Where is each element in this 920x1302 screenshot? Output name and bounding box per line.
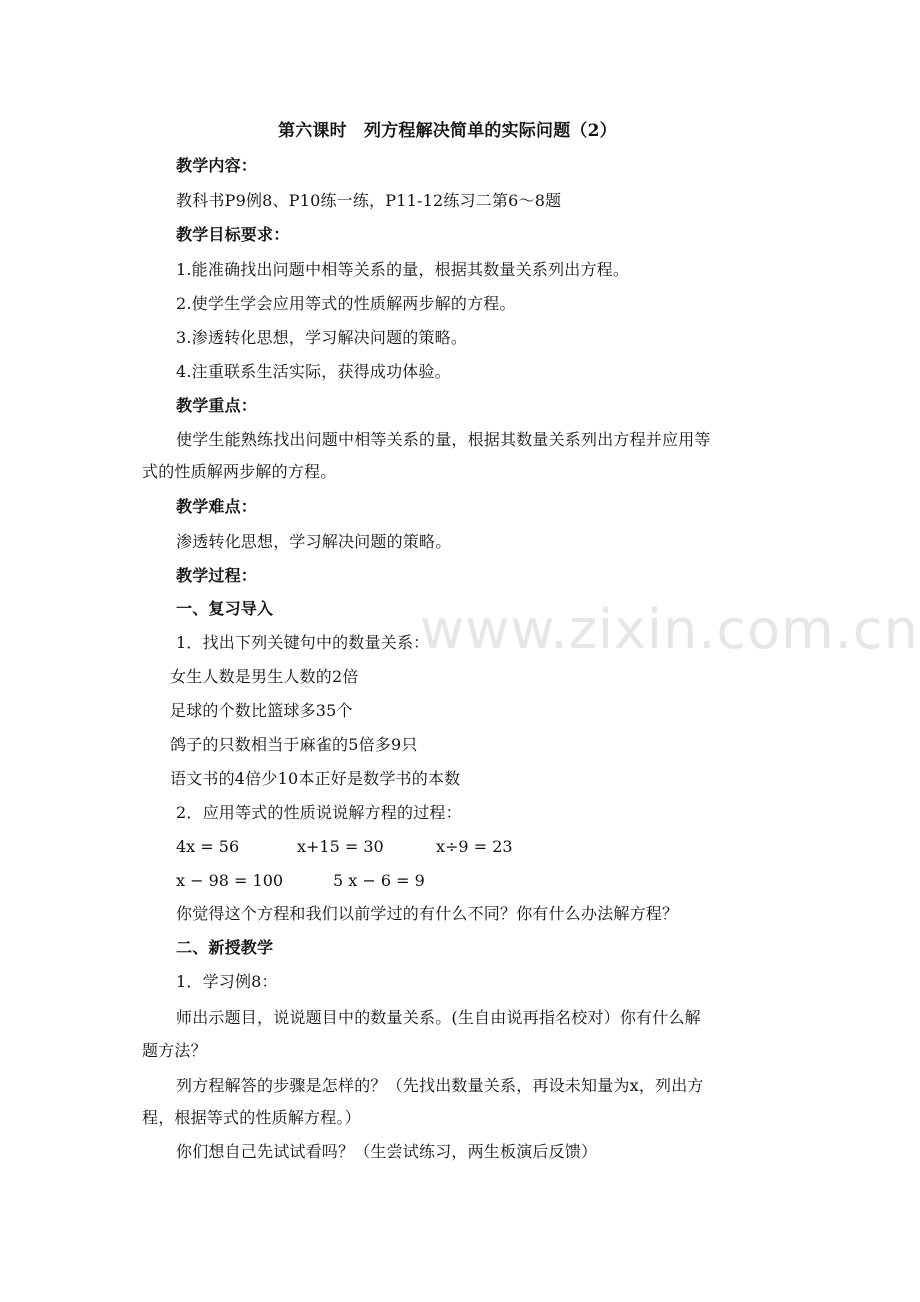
paragraph: 你们想自己先试试看吗？（生尝试练习，两生板演后反馈）	[176, 1142, 598, 1161]
list-item: 4.注重联系生活实际，获得成功体验。	[176, 362, 451, 381]
section-heading: 二、新授教学	[176, 938, 274, 957]
heading-content: 教学内容：	[176, 156, 258, 175]
paragraph: 题方法？	[142, 1041, 207, 1060]
list-item: 1．学习例8：	[176, 972, 278, 991]
paragraph: 语文书的4倍少10本正好是数学书的本数	[170, 769, 461, 788]
equation: x+15 = 30	[297, 837, 384, 856]
list-item: 2．应用等式的性质说说解方程的过程：	[176, 803, 462, 822]
equation: x − 98 = 100	[176, 871, 284, 890]
paragraph: 足球的个数比篮球多35个	[170, 701, 353, 720]
equation: 5 x − 6 = 9	[333, 871, 425, 890]
paragraph: 程，根据等式的性质解方程。）	[142, 1108, 361, 1127]
paragraph: 师出示题目，说说题目中的数量关系。(生自由说再指名校对）你有什么解	[176, 1008, 701, 1027]
paragraph: 鸽子的只数相当于麻雀的5倍多9只	[170, 735, 418, 754]
paragraph: 女生人数是男生人数的2倍	[170, 667, 359, 686]
heading-process: 教学过程：	[176, 566, 258, 585]
paragraph: 式的性质解两步解的方程。	[142, 462, 337, 481]
heading-difficulties: 教学难点：	[176, 497, 258, 516]
heading-key-points: 教学重点：	[176, 396, 258, 415]
paragraph: 渗透转化思想，学习解决问题的策略。	[176, 532, 452, 551]
paragraph: 教科书P9例8、P10练一练，P11-12练习二第6～8题	[176, 191, 562, 210]
equation: 4x = 56	[176, 837, 240, 856]
list-item: 3.渗透转化思想，学习解决问题的策略。	[176, 328, 468, 347]
list-item: 1．找出下列关键句中的数量关系：	[176, 633, 430, 652]
document-title: 第六课时 列方程解决简单的实际问题（2）	[278, 121, 617, 141]
paragraph: 你觉得这个方程和我们以前学过的有什么不同？你有什么办法解方程？	[176, 904, 679, 923]
list-item: 2.使学生学会应用等式的性质解两步解的方程。	[176, 294, 516, 313]
watermark: www.zixin.com.cn	[420, 598, 919, 661]
heading-goals: 教学目标要求：	[176, 225, 290, 244]
equation: x÷9 = 23	[436, 837, 513, 856]
paragraph: 使学生能熟练找出问题中相等关系的量，根据其数量关系列出方程并应用等	[176, 430, 711, 449]
list-item: 1.能准确找出问题中相等关系的量，根据其数量关系列出方程。	[176, 260, 630, 279]
paragraph: 列方程解答的步骤是怎样的？（先找出数量关系，再设未知量为x，列出方	[176, 1076, 704, 1095]
section-heading: 一、复习导入	[176, 599, 274, 618]
